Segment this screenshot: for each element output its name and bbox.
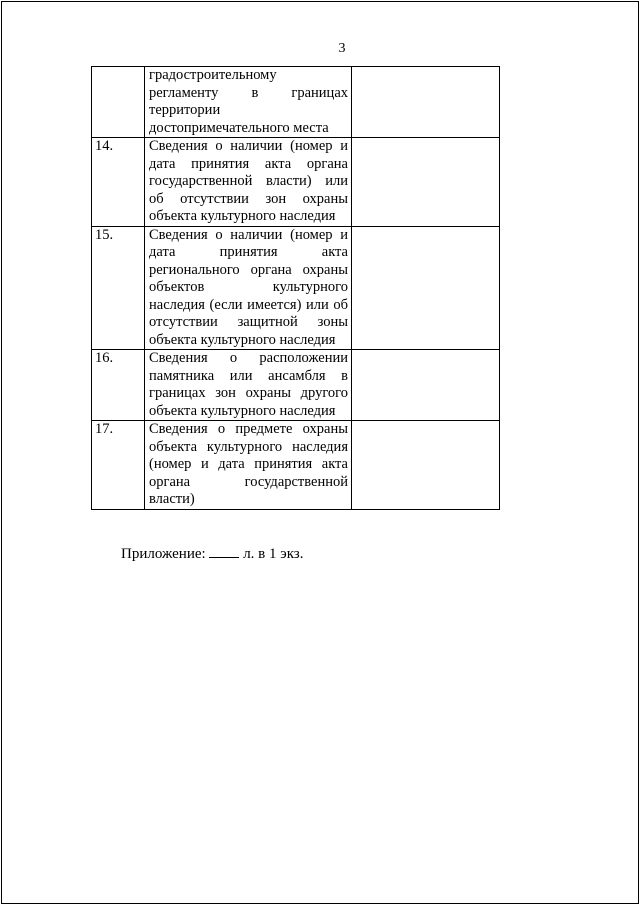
row-number: 17.	[92, 421, 145, 510]
description-line: территории	[149, 102, 221, 118]
row-description	[145, 421, 352, 510]
description-line: наследия (если имеется) или об	[149, 296, 348, 313]
description-line: дата принятия акта органа	[149, 155, 348, 172]
row-description	[145, 350, 352, 421]
description-line: власти)	[149, 491, 195, 507]
description-line: объектов культурного	[149, 279, 348, 295]
description-line: (номер и дата принятия акта	[149, 456, 348, 472]
table-row	[92, 350, 500, 421]
description-line: объекта культурного наследия	[149, 208, 336, 224]
row-number: 15.	[92, 226, 145, 350]
description-line: Сведения о предмете охраны	[149, 421, 348, 437]
description-line: объекта культурного наследия	[149, 438, 348, 455]
description-line: Сведения о наличии (номер и	[149, 226, 348, 243]
row-number: 16.	[92, 350, 145, 421]
info-table	[91, 66, 500, 510]
description-line: органа государственной	[149, 473, 348, 490]
page-number: 3	[338, 41, 346, 56]
appendix-line	[121, 544, 303, 563]
description-line: достопримечательного места	[149, 119, 329, 136]
description-line: об отсутствии зон охраны	[149, 190, 348, 207]
appendix-blank-field	[209, 544, 239, 558]
table-row	[92, 138, 500, 227]
description-line: регламенту в границах	[149, 84, 348, 101]
description-line: государственной власти) или	[149, 173, 348, 189]
description-line: регионального органа охраны	[149, 261, 348, 278]
table-row	[92, 67, 500, 138]
row-value-cell	[352, 226, 500, 350]
description-line: Сведения о наличии (номер и	[149, 138, 348, 154]
row-value-cell	[352, 421, 500, 510]
table-row	[92, 421, 500, 510]
description-line: градостроительному	[149, 67, 277, 83]
appendix-suffix: л. в 1 экз.	[243, 546, 304, 562]
description-line: объекта культурного наследия	[149, 331, 336, 348]
row-description	[145, 138, 352, 227]
description-line: Сведения о расположении	[149, 350, 348, 366]
description-line: дата принятия акта	[149, 244, 348, 260]
row-number: 14.	[92, 138, 145, 227]
row-value-cell	[352, 138, 500, 227]
table-row	[92, 226, 500, 350]
description-line: объекта культурного наследия	[149, 402, 336, 419]
description-line: памятника или ансамбля в	[149, 367, 348, 384]
row-value-cell	[352, 350, 500, 421]
row-number	[92, 67, 145, 138]
description-line: отсутствии защитной зоны	[149, 314, 348, 330]
row-description	[145, 67, 352, 138]
appendix-prefix: Приложение:	[121, 546, 206, 562]
row-value-cell	[352, 67, 500, 138]
row-description	[145, 226, 352, 350]
description-line: границах зон охраны другого	[149, 385, 348, 401]
